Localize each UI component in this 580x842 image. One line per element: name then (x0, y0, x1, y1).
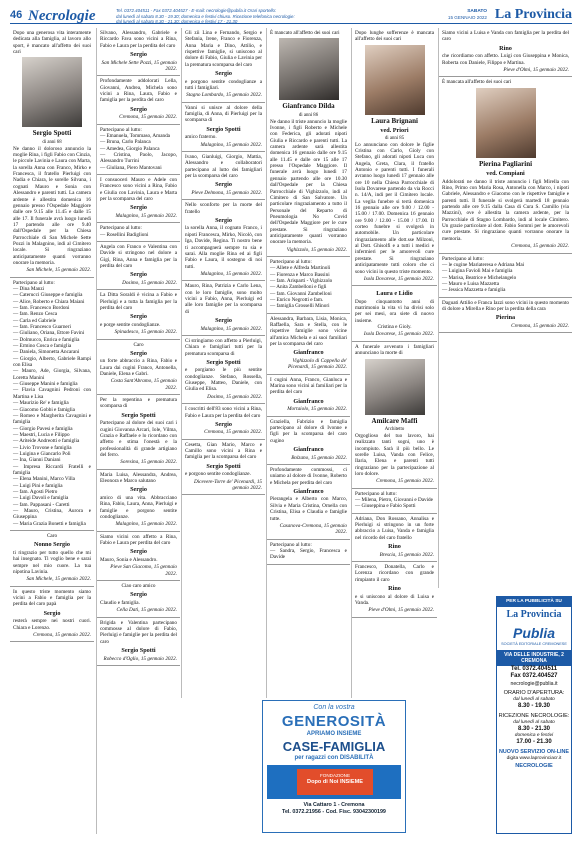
condolence: Ciao caro amico Sergio Claudio e famiglia. Cella Dati, 15 gennaio 2022. (97, 581, 180, 618)
portrait-photo (22, 57, 82, 127)
list-item: — Giuliano, Oriana, Ettore Favini (13, 330, 91, 336)
list-item: — Luigi Davoli e famiglia (13, 495, 91, 501)
list-item: — Anita Zambelloni e figli (270, 284, 347, 290)
condolence: Daguati Attilio e Franca Iazzi sono vicini in questo momento di dolore a Mirella e Rino per la perdita della cara Pierina Cremona, 15 gennaio 2022. (439, 298, 572, 334)
condolence: Gli zii Lina e Fernando, Sergio e Stefania, Irene, Franco e Fiorenza, Anna Maria e Dino, Attilio, e rispettive famiglie, si uniscono al dolore di Fabio, Giulia e Lavinia per la prematura scomparsa del caro Sergio e porgono sentite condoglianze a tutti i famigliari. Stagno Lombardo, 15 gennaio 2022. (182, 28, 265, 103)
condolence: Profondamente commossi, ci uniamo al dolore di Ivonne, Roberto e Michela per perdita del caro Gianfranco Pierangela e Alberto con Marco, Silvia e Maria Cristina, Ornella con Cristina, Elisa e Claudia e famiglie tutte. Casanova-Cremona, 15 gennaio 2022. (267, 465, 350, 540)
list-item: — Sandra, Sergio, Francesca e Davide (270, 548, 347, 561)
foundation-logo: FONDAZIONE Dopo di Noi INSIEME (297, 769, 373, 795)
portrait-photo (365, 359, 425, 415)
list-item: — Amedea, Giorgio Palanca (100, 146, 177, 152)
anniversary: Laura e Lidio Dopo cinquantotto anni di matrimonio la vita vi ha divisi solo per sei mesi, ora siete di nuovo insieme. Cristina e Gioly. Isola Dovarese, 15 gennaio 2022. (352, 286, 437, 342)
list-item: — Fiorenza e Marco Bassini (270, 272, 347, 278)
list-item: — Dina Manzi (13, 286, 91, 292)
list-item: — Ariteide Andreotti e famiglia (13, 438, 91, 444)
obituary: È mancata all'affetto dei suoi cari Pierina Pagliarini ved. Compiani Addolorati ne danno il triste annuncio i figli Mirella con Rino, Primo con Maria Rosa, Antonella con Marco, i nipoti Gabriele, Alessandro e Giacomo con le rispettive famiglie e parenti tutti. Il funerale si svolgerà martedì 18 gennaio partendo alle ore 9.15 dalla Casa di Cura S. Camillo (via Mazzini), ove è allestita la camera ardente, per la Parrocchiale di Stagno Lombardo, indi al locale Cimitero. Un grazie particolare al dott. Fabio Sommi per le amorevoli cure prestate. Si ringraziano quanti vorranno onorare la memoria. Cremona, 15 gennaio 2022. (439, 77, 572, 253)
list-item: — Maestri, Lucia e Filippo (13, 432, 91, 438)
portrait-photo (279, 38, 339, 100)
email-link[interactable]: necrologie@publia.it (510, 680, 558, 687)
list-item: — Rosellini Badiglioni (100, 232, 177, 238)
list-item: — Giuseppe Manini e famiglia (13, 381, 91, 387)
list-item: — Alice, Roberto e Chiara Maiani (13, 299, 91, 305)
list-item: — Impresa Riccardi Fratelli e famiglia (13, 464, 91, 477)
column-4 (266, 28, 350, 698)
list-item: — Mauro, Cristina, Aurora e Giuseppina (13, 508, 91, 521)
condolence: Per la repentina e prematura scomparsa di Sergio Spotti Partecipano al dolore dei suoi cari i cugini Giovanna Arcari, Iole, Vilma, Grazia e Raffaele e lo ricordano con affetto e stima l'onestà e la professionalità di grande artigiano del ferro. Soresina, 15 gennaio 2022. (97, 395, 180, 470)
condolence: Ivano, Gianluigi, Giorgio, Mattia, Alessandro e collaboratori partecipano al lutto dei famigliari per la scomparsa del caro Sergio Pieve Delmona, 15 gennaio 2022. (182, 152, 265, 200)
condolence: Siamo vicini con affetto a Rina, Fabio e Laura per perdita del caro Sergio Mauro, Sonia e Alessandro. Pieve San Giacomo, 15 gennaio 2022. (97, 532, 180, 581)
condolence-list: Partecipano al lutto: — Sandra, Sergio, Francesca e Davide (267, 540, 350, 565)
condolence: Alessandra, Barbara, Lisia, Monica, Raffaella, Sara e Stella, con le rispettive famiglie sono vicine all'amica Michela e ai suoi familiari per la scomparsa del caro Gianfranco Vighizzolo di Cappella de' Picenardi, 15 gennaio 2022. (267, 314, 350, 375)
charity-advertisement: Con la vostra GENEROSITÀ APRIAMO INSIEME CASE-FAMIGLIA per ragazzi con DISABILITÀ FONDAZIONE Dopo di Noi INSIEME Via Cattaro 1 - Cremona Tel. 0372.21956 - Cod. Fisc. 93042300199 (262, 700, 406, 833)
list-item: — Livio Trovone e famiglia (13, 445, 91, 451)
list-item: — Giacomo Gobbi e famiglia (13, 407, 91, 413)
obituary: Dopo una generosa vita interamente dedicata alla famiglia, al lavoro allo sport, è mancato all'affetto dei suoi cari Sergio Spotti di anni 68 Ne danno il doloroso annuncio la moglie Rina, i figli Fabio con Cinzia, le piccole Lavinia e Laura con Marta, la sorella Anna con Franco, Mirko e Francesca, il fratello Pierluigi con Nadia e Chiara, le sorelle Silvana, i cognati Mauro e Sonia con Alessandro e parenti tutti. La camera ardente è allestita domenica 16 gennaio presso l'Ospedale Maggiore dalle ore 9.15 alle 11.45 e dalle 15 alle 17. Il funerale avrà luogo lunedì 17 partendo alle ore 9.40 dall'Ospedale per la Chiesa Parrocchiale di San Michele Sette Pozzi in Malagnino, indi al Cimitero locale. Si ringraziano anticipatamente quanti vorranno onorare la memoria. San Michele, 15 gennaio 2022. (10, 28, 94, 278)
list-item: — Giuliana, Piero Mantovani (100, 165, 177, 171)
condolence-list: Partecipano al lutto: — Rosellini Badiglioni (97, 223, 180, 242)
condolence: I coscritti dell'83 sono vicini a Rina, Fabio e Laura per la perdita del caro Sergio Cremona, 15 gennaio 2022. (182, 404, 265, 440)
list-item: — Elena Manini, Marco Villa (13, 476, 91, 482)
condolence: Ci stringiamo con affetto a Pierluigi, Chiara e famigliari tutti per la prematura scomparsa di Sergio Spotti e porgiamo le più sentite condoglianze. Stefano, Rossella, Giuseppe, Matteo, Daniele, con Giulia ed Elisa. Dosimo, 15 gennaio 2022. (182, 336, 265, 404)
condolence: Siamo vicini a Luisa e Vanda con famiglia per la perdita del caro Rino che ricordiamo con affetto. Luigi con Giuseppina e Monica, Roberta con Daniele, Filippo e Martina. Pieve d'Olmi, 15 gennaio 2022. (439, 28, 572, 77)
section-title: Necrologie (28, 8, 96, 24)
column-3 (181, 28, 265, 698)
portrait-photo (365, 45, 425, 115)
charity-banner (267, 765, 401, 799)
list-item: — famiglia Grosselli Minori (270, 303, 347, 309)
necrologie-link[interactable]: NECROLOGIE (515, 763, 553, 770)
list-item: — Luigi Pini e famiglia (13, 483, 91, 489)
condolence: Mauro, Rina, Patrizia e Carlo Lena, con le loro famiglie, sono molto vicini a Fabio, Anna, Pierluigi ed alle loro famiglie per la scomparsa di Sergio Malagnino, 15 gennaio 2022. (182, 281, 265, 336)
list-item: — Maurizio Re' e famiglia (13, 400, 91, 406)
condolence: Nello sconforto per la morte del fratello Sergio la sorella Anna, il cognato Franco, i nipoti Francesca, Mirko, Nicolò, con Iga, Davide, Regina. Ti nostro bene ti accompagnerà sempre tu sia e sarai. Alla moglie Rina ed ai figli Fabio e Laura, il sostegno di noi tutti. Malagnino, 15 gennaio 2022. (182, 200, 265, 281)
condolence: I cugini Anna, Franco, Gianluca e Marina sono vicini ai familiari per la perdita del caro Gianfranco Mortaiolo, 15 gennaio 2022. (267, 375, 350, 417)
list-item: — fam. Francesco Guarneri (13, 324, 91, 330)
condolence: Adriana, Don Rossano, Annalisa e Pierluigi si stringono in un forte abbraccio a Luisa, Vanda e famiglia nel ricordo del caro fratello Rino Brescia, 15 gennaio 2022. (352, 514, 437, 562)
condolence-list: Partecipano al lutto: — Dina Manzi — Caterucci Giuseppe e famiglia — Alice, Roberto e Chiara Maiani — fam. Francesco Bordoni — fam. Renzo Cesca — Carla ed Gabriele — fam. Francesco Guarneri — Giuliano, Oriana, Ettore Favini — Dolmucco, Enrica e famiglia — Ermino Cosca e famiglia — Daniela, Simonetta Ancarani — Giorgio, Alberto, Gabriele Rampi con Elisa — Mauro, Ade, Giorgia, Silvana, Loretta Manini — Giuseppe Manini e famiglia — Flavia Cavagnini Pedroni con Martina e Lisa — Maurizio Re' e famiglia — Giacomo Gobbi e famiglia — Romeo e Margherita Cavagnini e famiglia — Giorgio Pavesi e famiglia — Maestri, Lucia e Filippo — Ariteide Andreotti e famiglia — Livio Trovone e famiglia — Luigina e Giancarlo Poli — Ina, Gianni Daniani — Impresa Riccardi Fratelli e famiglia — Elena Manini, Marco Villa — Luigi Pini e famiglia — fam. Agosti Pietro — Luigi Davoli e famiglia — fam. Pappasani - Caretti — Mauro, Cristina, Aurora e Giuseppina — Maria Grazia Bonetti e famiglia (10, 278, 94, 531)
list-item: — Bruna, Carlo Palanca (100, 139, 177, 145)
list-item: — Daniela, Simonetta Ancarani (13, 349, 91, 355)
condolence: Graziella, Fabrizio e famiglia partecipano al dolore di Ivonne e figli per la scomparsa del caro cugino Gianfranco Bolzano, 15 gennaio 2022. (267, 417, 350, 465)
list-item: — Cristina, Paolo, Jacopo, Alessandro Turrini (100, 152, 177, 165)
condolence-list: Partecipano al lutto: — le cugine Mariateresa e Adriana Mai — Luigina Favioli Mai e famiglia — Marisa, Beatrice e Michelangelo — Mauro e Luisa Mazzetta — Jessica Mazzetta e famiglia (439, 254, 572, 298)
list-item: — fam. Arisparti - Vighizzolo (270, 278, 347, 284)
list-item: — Enrico Negrotti e fam. (270, 297, 347, 303)
list-item: — Mauro, Ade, Giorgia, Silvana, Loretta Manini (13, 368, 91, 381)
portrait-photo (476, 88, 536, 158)
list-item: — Giuseppina e Fabio Spotti (355, 503, 434, 509)
list-item: — Giorgio, Alberto, Gabriele Rampi con Elisa (13, 356, 91, 369)
list-item: — fam. Agosti Pietro (13, 489, 91, 495)
list-item: — Ermino Cosca e famiglia (13, 343, 91, 349)
list-item: — Luigina e Giancarlo Poli (13, 451, 91, 457)
list-item: — Milena, Pietro, Giovanni e Davide (355, 497, 434, 503)
page-header (10, 6, 572, 24)
list-item: — fam. Giovanni Zambelloni (270, 291, 347, 297)
list-item: — Romeo e Margherita Cavagnini e famiglia (13, 413, 91, 426)
condolence: Maria Luisa, Alessandra, Andrea, Eleonora e Marco salutano Sergio amico di una vita. Abbracciano Rina, Fabio, Laura, Anna, Pierluigi e famiglie e porgono sentite condoglianze. Malagnino, 15 gennaio 2022. (97, 470, 180, 532)
column-2 (96, 28, 180, 834)
column-5 (351, 28, 437, 698)
condolence: Caro Sergio un forte abbraccio a Rina, Fabio e Laura dai cugini Franco, Antonella, Daniele, Elena e Gabri. Costa Sant'Abramo, 15 gennaio 2022. (97, 340, 180, 396)
obituary: Dopo lunghe sofferenze è mancata all'affetto dei suoi cari Laura Brignani ved. Priori di anni 85 Lo annunciano con dolore le figlie Cristina con Carlo, Gioly con Stefano, gli adorati nipoti Luca con Angela, Greta, Clara, il fratello Antonio e parenti tutti. I funerali avranno luogo lunedì 17 gennaio alle ore 10 nella Chiesa Parrocchiale di Isola Dovarese partendo da via Rocci n. 14/A, indi per il Cimitero locale. La veglia funebre si terrà domenica 16 gennaio alle ore 9.00 / 12.00 - 15.00 / 17.00. Domenica 16 gennaio ore 9.00 / 12.00 - 15.00 / 17.00. Il corteo funebre si svolgerà in automobile. Un particolare ringraziamento alle dott.sse Milzoni, al Dott. Ghisolfi e a tutti i medici e infermieri per le amorevoli cure prestate. Si ringraziano anticipatamente tutti coloro che ci sono vicini in questo triste momento. Isola Dovarese, 15 gennaio 2022. (352, 28, 437, 286)
list-item: — Ina, Gianni Daniani (13, 457, 91, 463)
condolence: In questo triste momento siamo vicini a Fabio e famiglia per la perdita del caro papà Sergio resterà sempre nei nostri cuori. Chiara e Lorenzo. Cremona, 15 gennaio 2022. (10, 587, 94, 643)
list-item: — Marisa, Beatrice e Michelangelo (442, 275, 569, 281)
list-item: — fam. Pappasani - Caretti (13, 502, 91, 508)
column-1 (10, 28, 94, 834)
list-item: — Maria Grazia Bonetti e famiglia (13, 521, 91, 527)
condolence-list: Partecipano al lutto: — Emanuela, Tommaso, Amanda — Bruna, Carlo Palanca — Amedea, Giorgio Palanca — Cristina, Paolo, Jacopo, Alessandro Turrini — Giuliana, Piero Mantovani (97, 125, 180, 175)
condolence: I consuoceri Mauro e Adele con Francesco sono vicini a Rina, Fabio e Giulia con Lavinia, Laura e Marta per la scomparsa del caro Sergio Malagnino, 15 gennaio 2022. (97, 175, 180, 223)
condolence: Brigida e Valentina partecipano commosse al dolore di Fabio, Pierluigi e famiglie per la perdita del caro Sergio Spotti Robecco d'Oglio, 15 gennaio 2022. (97, 618, 180, 666)
issue-date: SABATO 15 GENNAIO 2022 (447, 9, 487, 20)
condolence: La Ditta Soraldi è vicina a Fabio e Pierluigi e a tutta la famiglia per la perdita del caro Sergio e porge sentite condoglianze. Spinadesco, 15 gennaio 2022. (97, 290, 180, 339)
publia-advertisement: PER LA PUBBLICITÀ SU La Provincia Publia SOCIETÀ EDITORIALE CREMONESE VIA DELLE INDUSTRIE, 2 CREMONA Tel. 0372.404511 Fax 0372.404527 necrologie@publia.it ORARIO D'APERTURA: dal lunedì al sabato 8.30 - 19.30 RICEZIONE NECROLOGIE: dal lunedì al sabato 8.30 - 21.30 domenica e festivi 17.00 - 21.30 NUOVO SERVIZIO ON-LINE digita www.laprovinciacr.it NECROLOGIE (496, 596, 572, 834)
list-item: — Caterucci Giuseppe e famiglia (13, 292, 91, 298)
publia-logo: Publia (512, 625, 555, 642)
masthead-logo: La Provincia (494, 7, 572, 22)
condolence: Silvano, Alessandro, Gabriele e Riccardo Fava sono vicini a Rina, Fabio e Laura per la perdita del caro Sergio San Michele Sette Pozzi, 15 gennaio 2022. (97, 28, 180, 76)
condolence: Profondamente addolorati Lella, Giovanni, Andrea, Michela sono vicini a Rina, Laura, Fabio e famiglia per la perdita del caro Sergio Cremona, 15 gennaio 2022. (97, 76, 180, 124)
list-item: — Carla ed Gabriele (13, 318, 91, 324)
list-item: — Flavia Cavagnini Pedroni con Martina e Lisa (13, 387, 91, 400)
condolence: Caro Nonno Sergio ti ringrazio per tutto quello che mi hai insegnato. Ti voglio bene e sarai sempre nel mio cuore. La tua nipotina Lavinia. San Michele, 15 gennaio 2022. (10, 531, 94, 587)
condolence-list: Partecipano al lutto: — Allete e Alfreda Martinoli — Fiorenza e Marco Bassini — fam. Arisparti - Vighizzolo — Anita Zambelloni e figli — fam. Giovanni Zambelloni — Enrico Negrotti e fam. — famiglia Grosselli Minori (267, 257, 350, 314)
condolence: Francesco, Donatella, Carlo e Lorenza ricordano con grande rimpianto il caro Rino e si uniscono al dolore di Luisa e Vanda. Pieve d'Olmi, 15 gennaio 2022. (352, 562, 437, 618)
condolence: Vanni si unisce al dolore della famiglia, di Anna, di Pierluigi per la scomparsa di Sergio Spotti amico fraterno. Malagnino, 15 gennaio 2022. (182, 103, 265, 152)
list-item: — Giorgio Pavesi e famiglia (13, 426, 91, 432)
list-item: — Jessica Mazzetta e famiglia (442, 287, 569, 293)
condolence-list: Partecipano al lutto: — Milena, Pietro, Giovanni e Davide — Giuseppina e Fabio Spotti (352, 489, 437, 514)
list-item: — fam. Renzo Cesca (13, 311, 91, 317)
contacts-info: Tel. 0372.404511 - Fax 0372.404527 - E-mail: necrologie@publia.it Orari sportello: dal lunedì al sabato 8.30 - 19.30; domenica e festivi chiuso. Ricezione telefonica necrologie: dal lunedì al sabato 8.30 - 21.30; domenica e festivi 17 - 21.30 (116, 8, 295, 25)
list-item: — Emanuela, Tommaso, Amanda (100, 133, 177, 139)
condolence: Angela con Franco e Valentina con Davide si stringono nel dolore a Gigi, Rina, Anna e famiglia per la perdita del caro Sergio Dosimo, 15 gennaio 2022. (97, 242, 180, 290)
list-item: — Luigina Favioli Mai e famiglia (442, 268, 569, 274)
obituary: A funerale avvenuto i famigliari annunciano la morte di Amilcare Maffi Architetto Orgoglioso del tuo lavoro, hai realizzato tanti sogni, uno è incompiuto. Sarà il più bello. Le sorelle Luisa, Vanda con Felice, Ilaria, Elena e parenti tutti ringraziano per la partecipazione al loro dolore. Cremona, 15 gennaio 2022. (352, 342, 437, 489)
column-6 (438, 28, 572, 588)
list-item: — Mauro e Luisa Mazzetta (442, 281, 569, 287)
condolence: Cesetta, Gian Mario, Marco e Camillo sono vicini a Rina e famiglia per la scomparsa del caro Sergio Spotti e porgono sentite condoglianze. Dicevere-Torre de' Picenardi, 15 gennaio 2022. (182, 440, 265, 496)
obituary: È mancato all'affetto dei suoi cari Gianfranco Dilda di anni 86 Ne danno il triste annuncio la moglie Ivonne, i figli Roberto e Michele con Federica, gli adorati nipoti Giulia e Riccardo e parenti tutti. La camera ardente sarà allestita domenica 16 gennaio dalle ore 9.15 alle 11.45 e dalle ore 15 alle 17 presso l'Ospedale Maggiore. Il funerale avrà luogo lunedì 17 gennaio partendo alle ore 10.30 dall'Ospedale per la Chiesa Parrocchiale di Vighizzolo, indi al Cimitero di San Salvatore. Un particolare ringraziamento a tutto il Personale del Reparto di Pneumologia No Covid dell'Ospedale Maggiore per le cure prestate. Si ringraziano anticipatamente quanti vorranno onorare la memoria. Vighizzolo, 15 gennaio 2022. (267, 28, 350, 257)
list-item: — Allete e Alfreda Martinoli (270, 265, 347, 271)
page-number: 46 (10, 9, 23, 21)
list-item: — le cugine Mariateresa e Adriana Mai (442, 262, 569, 268)
list-item: — fam. Francesco Bordoni (13, 305, 91, 311)
list-item: — Dolmucco, Enrica e famiglia (13, 337, 91, 343)
